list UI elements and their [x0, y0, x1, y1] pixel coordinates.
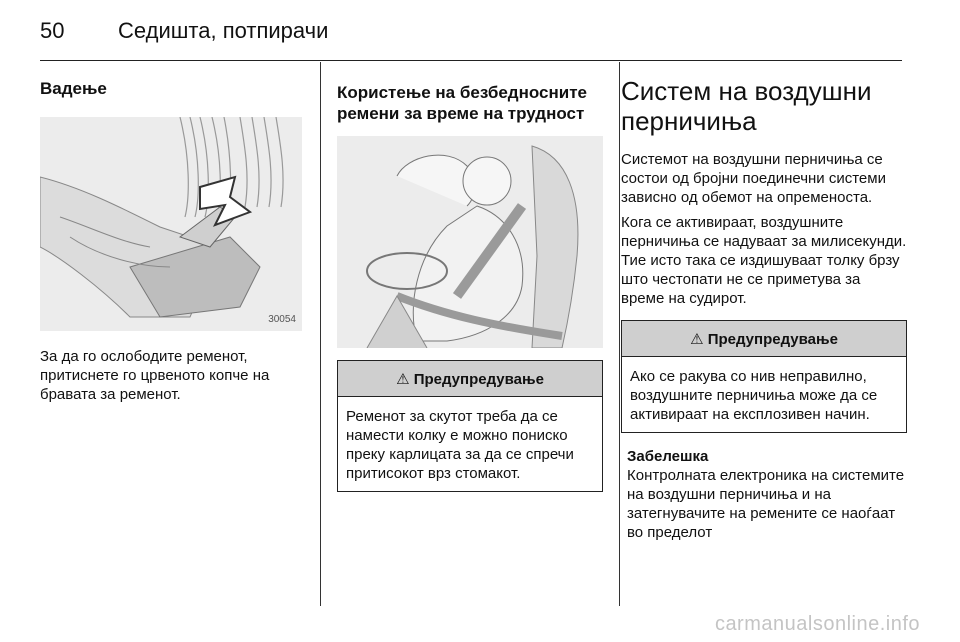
column-removal [40, 68, 302, 404]
page-title: Седишта, потпирачи [118, 18, 329, 43]
column-divider-2 [619, 62, 620, 606]
warning-triangle-icon: ⚠ [690, 331, 704, 348]
airbag-paragraph-2: Кога се активираат, воздушните перничиња се надуваат за милисекунди. Тие исто така се издишуваат толку брзу што честопати не се приметува за време на судирот. [621, 214, 907, 307]
warning-title: Предупредување [413, 371, 544, 388]
buckle-release-illustration [40, 117, 302, 331]
section-heading-pregnancy: Користење на безбедносните ремени за време на трудност [337, 83, 587, 123]
note-block [621, 447, 907, 542]
watermark: carmanualsonline.info [714, 613, 920, 635]
airbag-warning-box [621, 320, 907, 433]
warning-text: Ременот за скутот треба да се намести колку е можно пониско преку карлицата за да се спречи притисокот врз стомакот. [346, 408, 574, 482]
warning-triangle-icon: ⚠ [396, 371, 410, 388]
buckle-release-drawing [40, 117, 302, 331]
note-text: Контролната електроника на системите на воздушни перничиња и на затегнувачите на ремените се наоѓаат во пределот [627, 467, 905, 541]
pregnant-driver-illustration [337, 136, 603, 348]
figure-number: 30054 [268, 314, 296, 325]
column-airbag [621, 68, 907, 542]
warning-body [622, 357, 906, 432]
pregnancy-warning-box [337, 360, 603, 492]
header-divider [40, 60, 902, 61]
airbag-paragraph-1: Системот на воздушни перничиња се состои од бројни поединечни системи зависно од обемот на опременоста. [621, 151, 886, 206]
warning-title: Предупредување [707, 331, 838, 348]
warning-header [622, 321, 906, 357]
note-heading: Забелешка [627, 448, 709, 465]
column-divider-1 [320, 62, 321, 606]
warning-text: Ако се ракува со нив неправилно, воздушните перничиња може да се активираат на експлозивен начин. [630, 368, 878, 423]
pregnant-driver-drawing [337, 136, 603, 348]
warning-header [338, 361, 602, 397]
warning-body [338, 397, 602, 491]
removal-instructions: За да го ослободите ременот, притиснете го црвеното копче на бравата за ременот. [40, 348, 270, 403]
section-heading-airbag: Систем на воздушни перничиња [621, 76, 872, 136]
column-pregnancy [337, 68, 603, 492]
page-number: 50 [40, 18, 65, 43]
section-heading-removal: Вадење [40, 79, 107, 98]
